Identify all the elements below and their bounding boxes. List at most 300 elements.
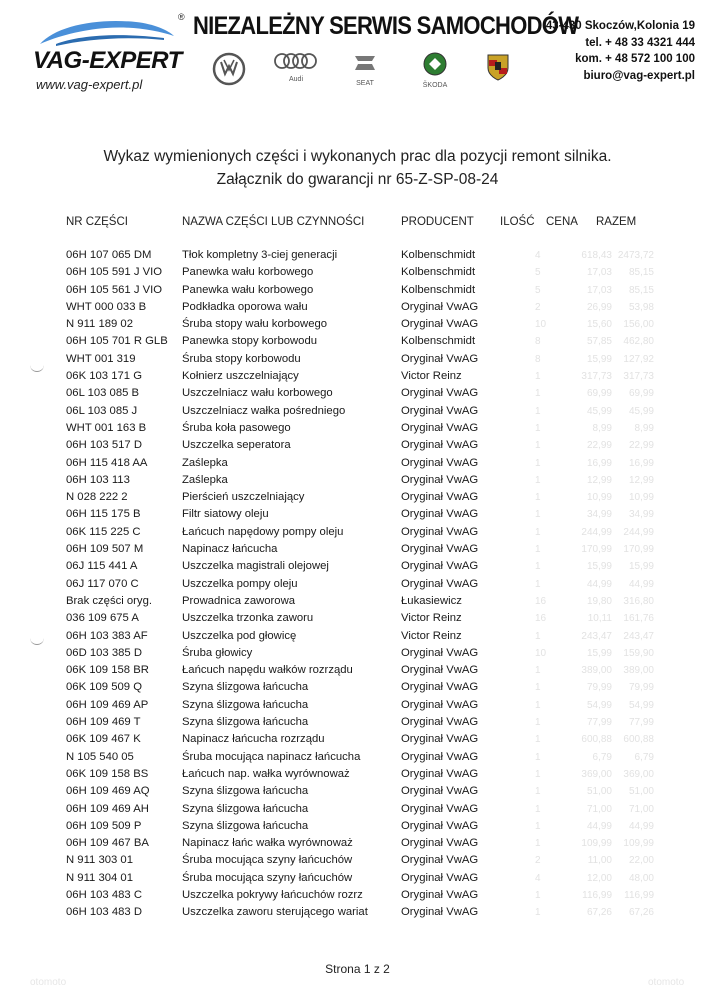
producer: Oryginał VwAG <box>401 716 479 729</box>
part-name: Pierścień uszczelniający <box>182 491 305 504</box>
producer: Oryginał VwAG <box>401 664 479 677</box>
quantity: 8 <box>535 336 541 348</box>
part-number: 06J 117 070 C <box>66 577 139 590</box>
table-row <box>0 697 715 714</box>
part-number: 06H 109 507 M <box>66 543 144 556</box>
line-total: 54,99 <box>628 699 654 711</box>
watermark-left: otomoto <box>30 977 67 988</box>
producer: Oryginał VwAG <box>401 577 479 590</box>
unit-price: 15,99 <box>586 561 612 573</box>
quantity: 1 <box>535 509 541 521</box>
part-number: 06H 109 509 P <box>66 819 142 832</box>
part-name: Panewka wału korbowego <box>182 283 314 296</box>
part-name: Napinacz łańc wałka wyrównoważ <box>182 837 353 850</box>
quantity: 1 <box>535 786 541 798</box>
quantity: 1 <box>535 682 541 694</box>
unit-price: 12,00 <box>586 872 612 884</box>
volkswagen-logo-icon <box>212 52 246 91</box>
producer: Oryginał VwAG <box>401 750 479 763</box>
skoda-caption: ŠKODA <box>422 82 448 89</box>
line-total: 317,73 <box>623 371 654 383</box>
unit-price: 116,99 <box>582 889 612 901</box>
table-row <box>0 662 715 679</box>
line-total: 109,99 <box>623 838 654 850</box>
line-total: 48,00 <box>628 872 654 884</box>
producer: Oryginał VwAG <box>401 698 479 711</box>
company-title: NIEZALEŻNY SERWIS SAMOCHODÓW <box>193 12 579 40</box>
line-total: 243,47 <box>623 630 654 642</box>
quantity: 1 <box>535 889 541 901</box>
producer: Oryginał VwAG <box>401 543 479 556</box>
producer: Oryginał VwAG <box>401 733 479 746</box>
producer: Oryginał VwAG <box>401 491 479 504</box>
table-row <box>0 299 715 316</box>
unit-price: 170,99 <box>581 544 612 556</box>
part-name: Zaślepka <box>182 456 228 469</box>
unit-price: 15,60 <box>586 319 612 331</box>
part-number: 06H 115 175 B <box>66 508 141 521</box>
line-total: 161,76 <box>623 613 654 625</box>
table-row <box>0 455 715 472</box>
producer: Kolbenschmidt <box>401 249 476 261</box>
part-number: WHT 000 033 B <box>66 300 147 313</box>
table-row <box>0 801 715 818</box>
producer: Oryginał VwAG <box>401 906 479 919</box>
unit-price: 44,99 <box>586 820 612 832</box>
part-number: 06K 115 225 C <box>66 525 141 538</box>
line-total: 156,00 <box>623 319 654 331</box>
quantity: 1 <box>535 751 541 763</box>
part-number: 06H 103 113 <box>66 473 130 486</box>
table-row <box>0 835 715 852</box>
line-total: 44,99 <box>628 820 654 832</box>
part-name: Śruba koła pasowego <box>182 421 291 434</box>
column-header-name: NAZWA CZĘŚCI LUB CZYNNOŚCI <box>182 216 365 228</box>
registered-mark: ® <box>178 12 185 22</box>
table-row <box>0 887 715 904</box>
part-number: 06H 103 517 D <box>66 439 142 452</box>
producer: Kolbenschmidt <box>401 283 476 296</box>
producer: Oryginał VwAG <box>401 802 479 815</box>
line-total: 85,15 <box>628 284 654 296</box>
table-row <box>0 904 715 921</box>
table-row <box>0 420 715 437</box>
part-number: 036 109 675 A <box>66 612 139 625</box>
website-link[interactable]: www.vag-expert.pl <box>36 77 143 92</box>
producer: Oryginał VwAG <box>401 300 479 313</box>
table-row <box>0 766 715 783</box>
line-total: 2473,72 <box>617 250 654 261</box>
table-row <box>0 333 715 350</box>
producer: Oryginał VwAG <box>401 508 479 521</box>
unit-price: 54,99 <box>586 699 612 711</box>
part-number: 06H 115 418 AA <box>66 456 148 469</box>
line-total: 6,79 <box>634 751 654 763</box>
producer: Oryginał VwAG <box>401 387 479 400</box>
line-total: 15,99 <box>628 561 654 573</box>
quantity: 16 <box>535 613 547 625</box>
part-name: Uszczelka seperatora <box>182 439 291 452</box>
line-total: 51,00 <box>628 786 654 798</box>
part-number: 06H 105 701 R GLB <box>66 335 168 348</box>
part-number: 06H 109 469 T <box>66 716 141 729</box>
part-number: 06K 109 158 BS <box>66 767 149 780</box>
part-name: Tłok kompletny 3-ciej generacji <box>182 249 338 261</box>
page-number: Strona 1 z 2 <box>325 962 390 976</box>
part-name: Napinacz łańcucha rozrządu <box>182 733 325 746</box>
unit-price: 11,00 <box>587 855 612 867</box>
line-total: 170,99 <box>623 544 654 556</box>
part-number: 06L 103 085 B <box>66 387 140 400</box>
column-header-total: RAZEM <box>596 216 637 228</box>
part-name: Łańcuch napędowy pompy oleju <box>182 525 344 538</box>
title-line-1: Wykaz wymienionych części i wykonanych prac dla pozycji remont silnika. <box>103 148 612 165</box>
unit-price: 369,00 <box>581 768 612 780</box>
line-total: 71,00 <box>628 803 654 815</box>
producer: Kolbenschmidt <box>401 335 476 348</box>
line-total: 600,88 <box>623 734 654 746</box>
producer: Oryginał VwAG <box>401 318 479 331</box>
unit-price: 17,03 <box>586 267 612 279</box>
producer: Oryginał VwAG <box>401 646 479 659</box>
table-row <box>0 645 715 662</box>
part-number: 06H 109 469 AQ <box>66 785 150 798</box>
quantity: 1 <box>535 544 541 556</box>
quantity: 1 <box>535 526 541 538</box>
producer: Victor Reinz <box>401 370 462 383</box>
unit-price: 243,47 <box>581 630 612 642</box>
quantity: 1 <box>535 803 541 815</box>
part-number: N 105 540 05 <box>66 750 134 763</box>
quantity: 1 <box>535 561 541 573</box>
line-total: 45,99 <box>628 405 654 417</box>
line-total: 79,99 <box>628 682 654 694</box>
quantity: 10 <box>535 647 547 659</box>
producer: Oryginał VwAG <box>401 819 479 832</box>
table-row <box>0 783 715 800</box>
watermark-right: otomoto <box>648 977 685 988</box>
part-name: Zaślepka <box>182 473 228 486</box>
producer: Oryginał VwAG <box>401 456 479 469</box>
unit-price: 44,99 <box>586 578 612 590</box>
email[interactable]: biuro@vag-expert.pl <box>583 69 695 82</box>
address: 43-430 Skoczów,Kolonia 19 <box>545 20 695 32</box>
quantity: 10 <box>535 319 547 331</box>
unit-price: 79,99 <box>586 682 612 694</box>
table-row <box>0 541 715 558</box>
line-total: 34,99 <box>628 509 654 521</box>
parts-table <box>0 247 715 922</box>
part-number: 06K 109 158 BR <box>66 664 149 677</box>
part-number: 06D 103 385 D <box>66 646 142 659</box>
line-total: 127,92 <box>623 353 654 365</box>
line-total: 53,98 <box>628 301 654 313</box>
part-name: Uszczelka pod głowicę <box>182 629 297 642</box>
unit-price: 10,99 <box>586 492 612 504</box>
part-name: Szyna ślizgowa łańcucha <box>182 716 309 729</box>
producer: Oryginał VwAG <box>401 525 479 538</box>
part-number: 06H 107 065 DM <box>66 249 152 261</box>
quantity: 1 <box>535 717 541 729</box>
unit-price: 618,43 <box>581 250 612 261</box>
line-total: 22,00 <box>628 855 654 867</box>
part-name: Śruba stopy wału korbowego <box>182 318 328 331</box>
table-row <box>0 489 715 506</box>
unit-price: 6,79 <box>592 751 612 763</box>
part-name: Śruba głowicy <box>182 646 253 659</box>
unit-price: 244,99 <box>581 526 612 538</box>
table-row <box>0 282 715 299</box>
table-row <box>0 593 715 610</box>
quantity: 1 <box>535 838 541 850</box>
audi-caption: Audi <box>288 76 303 83</box>
line-total: 244,99 <box>623 526 654 538</box>
quantity: 1 <box>535 422 541 434</box>
part-name: Śruba mocująca szyny łańcuchów <box>182 854 353 867</box>
contact-block <box>546 18 695 84</box>
table-row <box>0 714 715 731</box>
quantity: 1 <box>535 820 541 832</box>
table-row <box>0 316 715 333</box>
part-number: WHT 001 163 B <box>66 421 147 434</box>
brand-name: VAG-EXPERT <box>33 47 182 74</box>
producer: Oryginał VwAG <box>401 681 479 694</box>
part-number: WHT 001 319 <box>66 352 136 365</box>
table-row <box>0 749 715 766</box>
part-name: Panewka wału korbowego <box>182 266 314 279</box>
quantity: 5 <box>535 267 541 279</box>
line-total: 22,99 <box>628 440 654 452</box>
part-number: 06H 109 469 AH <box>66 802 149 815</box>
unit-price: 317,73 <box>581 371 612 383</box>
part-name: Łańcuch napędu wałków rozrządu <box>182 664 353 677</box>
part-name: Szyna ślizgowa łańcucha <box>182 698 309 711</box>
part-name: Szyna ślizgowa łańcucha <box>182 819 309 832</box>
table-row <box>0 818 715 835</box>
table-row <box>0 576 715 593</box>
quantity: 1 <box>535 768 541 780</box>
unit-price: 57,85 <box>586 336 612 348</box>
line-total: 12,99 <box>628 474 654 486</box>
part-name: Uszczelniacz wału korbowego <box>182 387 333 400</box>
phone: tel. + 48 33 4321 444 <box>585 36 695 49</box>
porsche-logo-icon <box>486 52 510 87</box>
quantity: 8 <box>535 353 541 365</box>
part-name: Kołnierz uszczelniający <box>182 370 299 383</box>
quantity: 1 <box>535 907 541 919</box>
producer: Oryginał VwAG <box>401 439 479 452</box>
table-row <box>0 264 715 281</box>
table-row <box>0 403 715 420</box>
part-number: 06H 109 467 BA <box>66 837 149 850</box>
table-row <box>0 852 715 869</box>
part-number: 06H 105 591 J VIO <box>66 266 163 279</box>
producer: Oryginał VwAG <box>401 871 479 884</box>
line-total: 77,99 <box>628 717 654 729</box>
part-number: 06H 103 383 AF <box>66 629 148 642</box>
table-row <box>0 385 715 402</box>
part-name: Łańcuch nap. wałka wyrównoważ <box>182 767 350 780</box>
quantity: 1 <box>535 371 541 383</box>
line-total: 10,99 <box>628 492 654 504</box>
table-row <box>0 472 715 489</box>
line-total: 16,99 <box>628 457 654 469</box>
table-row <box>0 610 715 627</box>
table-row <box>0 731 715 748</box>
brand-logos <box>210 52 520 92</box>
line-total: 316,80 <box>623 595 654 607</box>
unit-price: 600,88 <box>581 734 612 746</box>
unit-price: 8,99 <box>592 422 612 434</box>
line-total: 44,99 <box>628 578 654 590</box>
producer: Oryginał VwAG <box>401 352 479 365</box>
unit-price: 26,99 <box>586 301 612 313</box>
column-header-qty: ILOŚĆ <box>500 216 535 228</box>
part-name: Szyna ślizgowa łańcucha <box>182 785 309 798</box>
part-number: 06K 109 509 Q <box>66 681 143 694</box>
part-number: N 911 189 02 <box>66 318 133 331</box>
document-title <box>0 145 715 191</box>
quantity: 1 <box>535 734 541 746</box>
part-name: Uszczelka magistrali olejowej <box>182 560 329 573</box>
unit-price: 71,00 <box>586 803 612 815</box>
table-row <box>0 437 715 454</box>
column-header-producer: PRODUCENT <box>401 216 474 228</box>
part-name: Uszczelka trzonka zaworu <box>182 612 314 625</box>
producer: Oryginał VwAG <box>401 767 479 780</box>
part-number: 06J 115 441 A <box>66 560 138 573</box>
quantity: 16 <box>535 595 547 607</box>
unit-price: 16,99 <box>586 457 612 469</box>
producer: Oryginał VwAG <box>401 854 479 867</box>
part-number: N 911 304 01 <box>66 871 133 884</box>
part-number: 06H 103 483 C <box>66 888 142 901</box>
quantity: 1 <box>535 492 541 504</box>
quantity: 2 <box>535 855 541 867</box>
skoda-logo-icon <box>422 52 448 89</box>
title-line-2: Załącznik do gwarancji nr 65-Z-SP-08-24 <box>216 171 499 188</box>
unit-price: 67,26 <box>586 907 612 919</box>
part-name: Szyna ślizgowa łańcucha <box>182 802 309 815</box>
quantity: 4 <box>535 250 541 261</box>
table-row <box>0 506 715 523</box>
producer: Oryginał VwAG <box>401 888 479 901</box>
unit-price: 15,99 <box>586 353 612 365</box>
part-number: 06H 103 483 D <box>66 906 142 919</box>
part-number: N 911 303 01 <box>66 854 133 867</box>
part-name: Uszczelka zaworu sterującego wariat <box>182 906 368 919</box>
table-row <box>0 558 715 575</box>
line-total: 69,99 <box>628 388 654 400</box>
quantity: 1 <box>535 630 541 642</box>
part-name: Panewka stopy korbowodu <box>182 335 318 348</box>
seat-caption: SEAT <box>356 80 374 87</box>
quantity: 2 <box>535 301 541 313</box>
producer: Victor Reinz <box>401 612 462 625</box>
producer: Victor Reinz <box>401 629 462 642</box>
part-number: N 028 222 2 <box>66 491 128 504</box>
line-total: 462,80 <box>623 336 654 348</box>
line-total: 159,90 <box>623 647 654 659</box>
quantity: 1 <box>535 665 541 677</box>
quantity: 1 <box>535 457 541 469</box>
quantity: 4 <box>535 872 541 884</box>
producer: Oryginał VwAG <box>401 404 479 417</box>
part-name: Prowadnica zaworowa <box>182 594 296 607</box>
line-total: 85,15 <box>628 267 654 279</box>
part-number: 06K 103 171 G <box>66 370 143 383</box>
line-total: 8,99 <box>634 422 654 434</box>
unit-price: 15,99 <box>586 647 612 659</box>
line-total: 389,00 <box>623 665 654 677</box>
quantity: 1 <box>535 388 541 400</box>
unit-price: 45,99 <box>586 405 612 417</box>
table-row <box>0 628 715 645</box>
letterhead <box>0 0 715 110</box>
line-total: 116,99 <box>624 889 654 901</box>
unit-price: 22,99 <box>586 440 612 452</box>
producer: Oryginał VwAG <box>401 560 479 573</box>
audi-logo-icon <box>273 52 319 83</box>
producer: Oryginał VwAG <box>401 421 479 434</box>
part-name: Uszczelniacz wałka pośredniego <box>182 404 346 417</box>
part-number: Brak części oryg. <box>66 594 153 607</box>
unit-price: 10,11 <box>587 613 612 625</box>
part-name: Podkładka oporowa wału <box>182 300 308 313</box>
car-swoosh-logo-icon <box>36 14 176 50</box>
producer: Oryginał VwAG <box>401 785 479 798</box>
quantity: 5 <box>535 284 541 296</box>
unit-price: 34,99 <box>586 509 612 521</box>
unit-price: 12,99 <box>586 474 612 486</box>
unit-price: 51,00 <box>586 786 612 798</box>
producer: Oryginał VwAG <box>401 837 479 850</box>
unit-price: 69,99 <box>586 388 612 400</box>
part-name: Uszczelka pompy oleju <box>182 577 298 590</box>
producer: Kolbenschmidt <box>401 266 476 279</box>
part-name: Śruba mocująca szyny łańcuchów <box>182 871 353 884</box>
producer: Oryginał VwAG <box>401 473 479 486</box>
quantity: 1 <box>535 699 541 711</box>
producer: Łukasiewicz <box>401 594 462 607</box>
quantity: 1 <box>535 440 541 452</box>
unit-price: 19,80 <box>586 595 612 607</box>
part-name: Szyna ślizgowa łańcucha <box>182 681 309 694</box>
part-name: Uszczelka pokrywy łańcuchów rozrz <box>182 888 363 901</box>
line-total: 369,00 <box>623 768 654 780</box>
table-row <box>0 351 715 368</box>
part-name: Filtr siatowy oleju <box>182 508 269 521</box>
unit-price: 109,99 <box>581 838 612 850</box>
part-name: Śruba stopy korbowodu <box>182 352 301 365</box>
unit-price: 389,00 <box>581 665 612 677</box>
mobile: kom. + 48 572 100 100 <box>575 53 695 65</box>
table-row <box>0 679 715 696</box>
line-total: 67,26 <box>628 907 654 919</box>
column-header-price: CENA <box>546 216 578 228</box>
part-number: 06K 109 467 K <box>66 733 141 746</box>
table-row <box>0 870 715 887</box>
table-row <box>0 524 715 541</box>
seat-logo-icon <box>352 52 378 87</box>
unit-price: 77,99 <box>586 717 612 729</box>
part-number: 06H 109 469 AP <box>66 698 149 711</box>
quantity: 1 <box>535 578 541 590</box>
table-row <box>0 368 715 385</box>
unit-price: 17,03 <box>586 284 612 296</box>
quantity: 1 <box>535 474 541 486</box>
part-name: Śruba mocująca napinacz łańcucha <box>182 750 361 763</box>
